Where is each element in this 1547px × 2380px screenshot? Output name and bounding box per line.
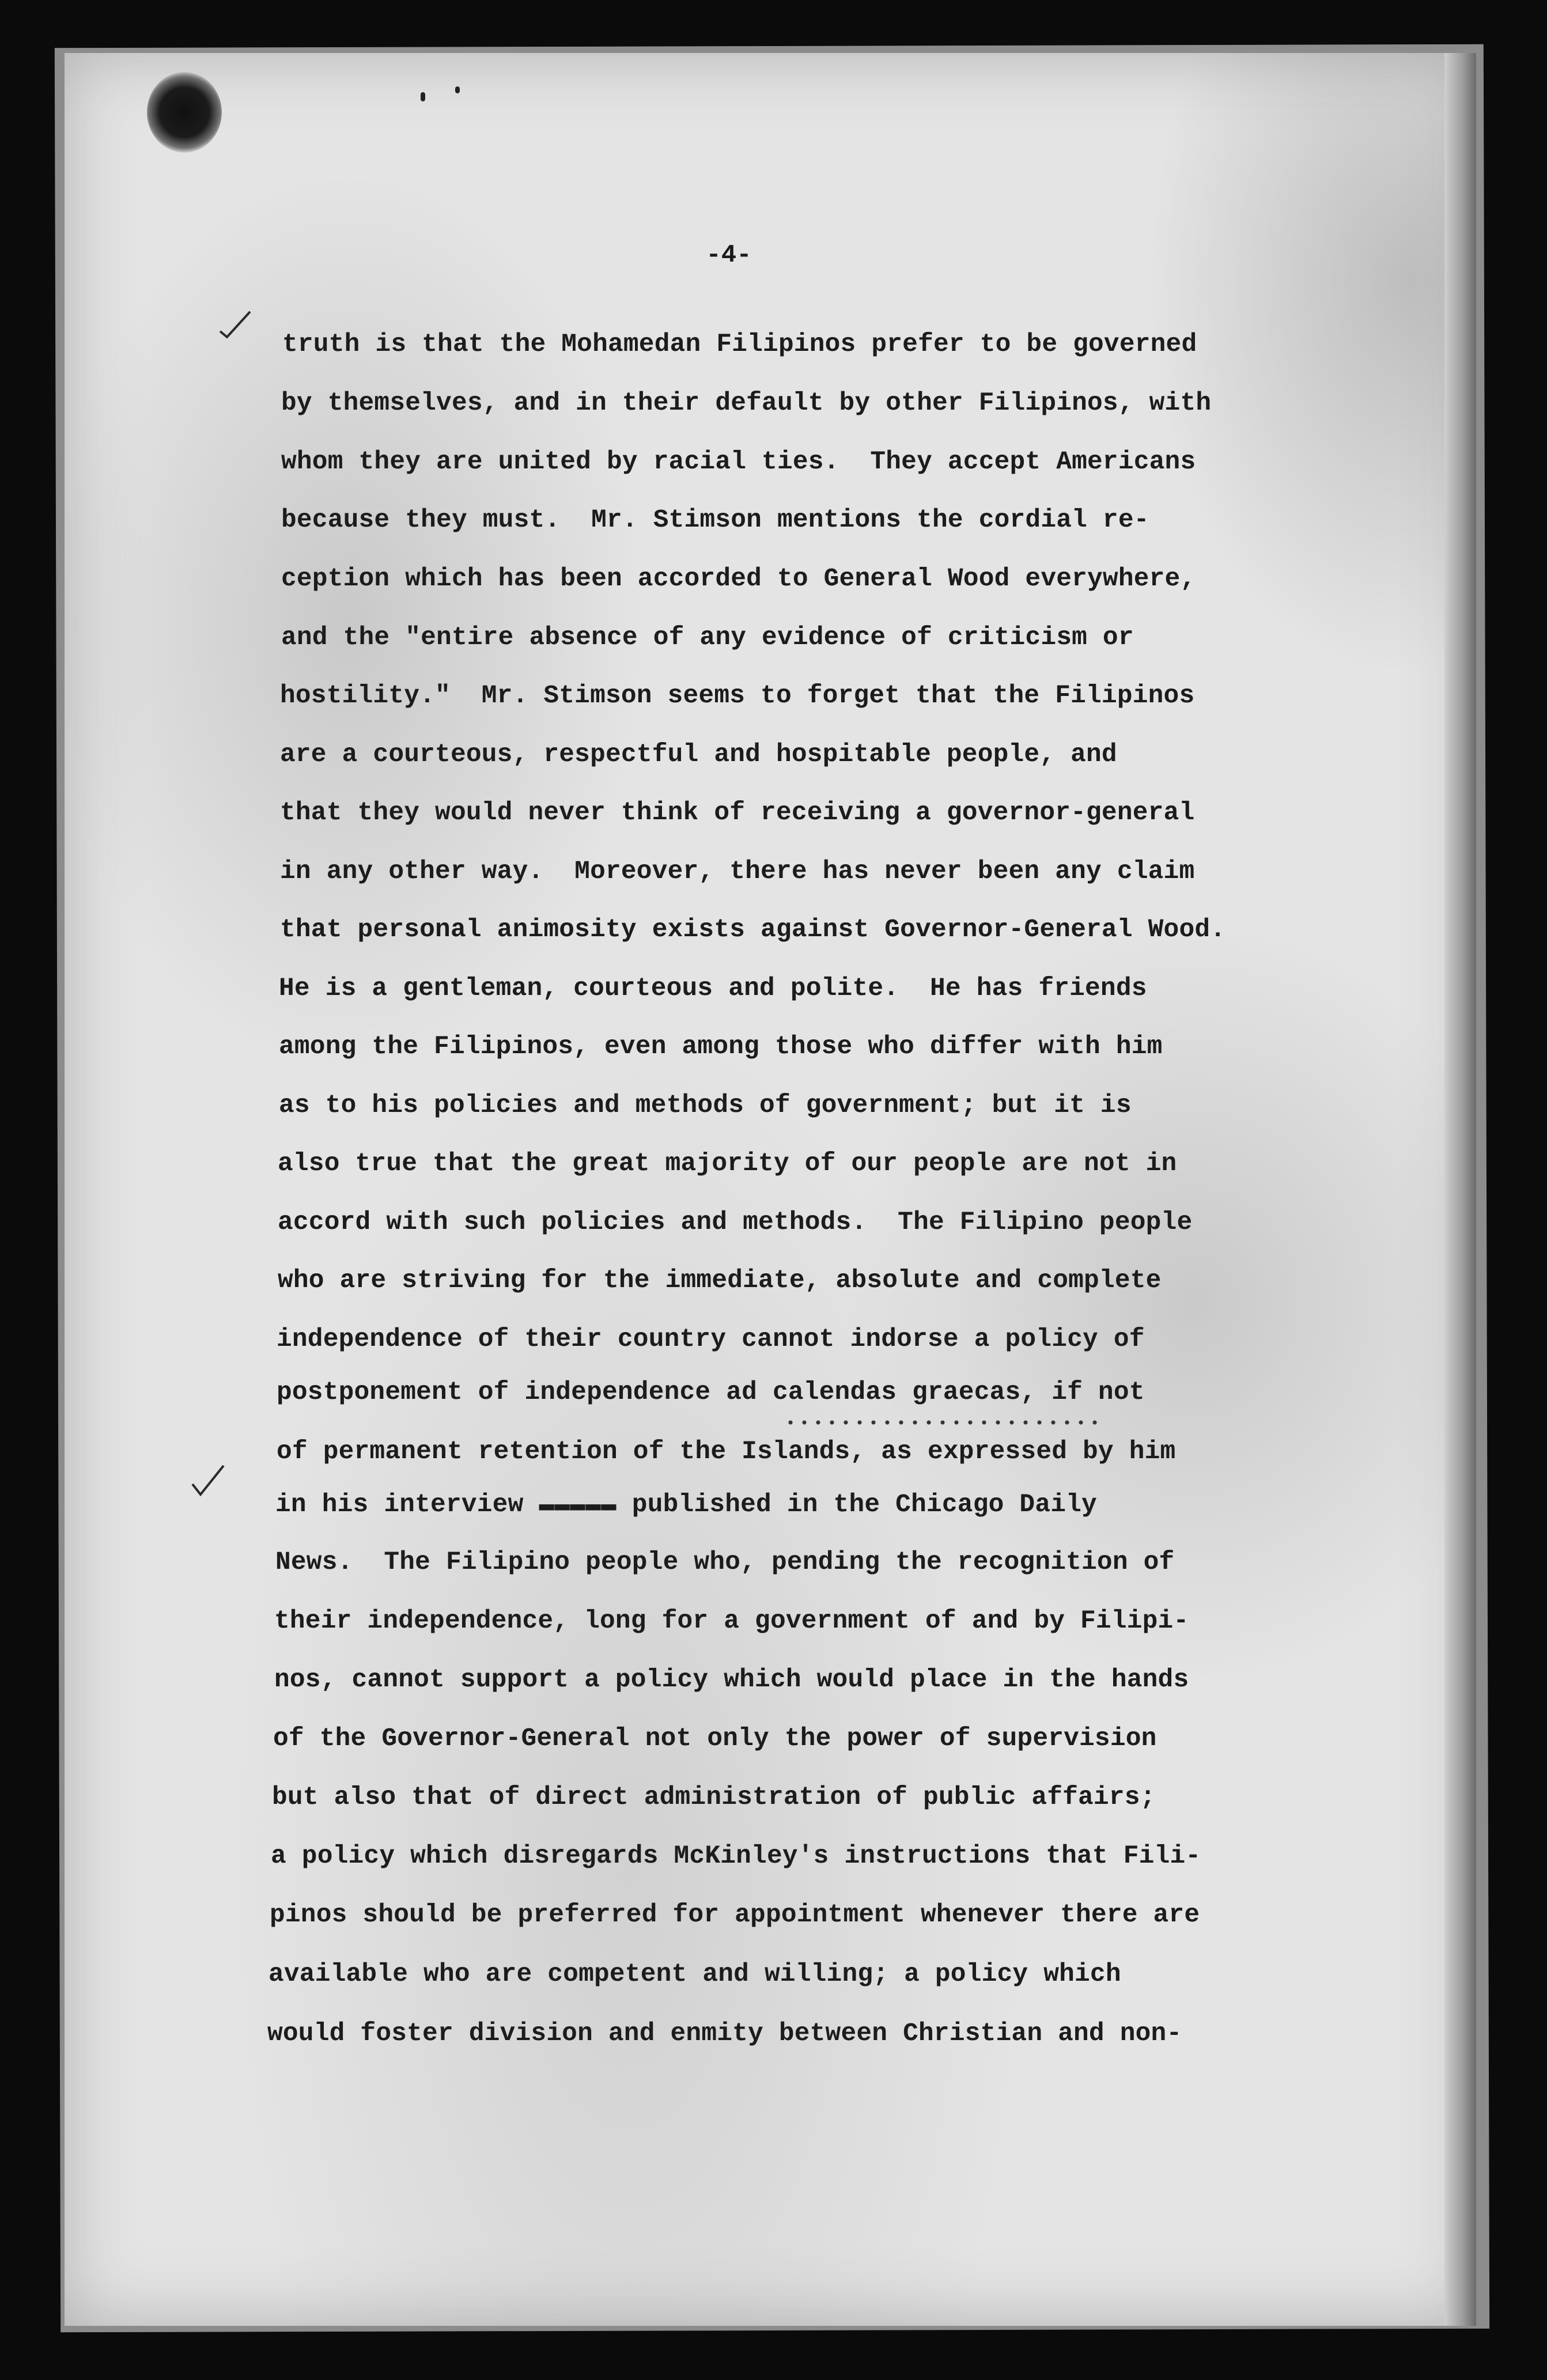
text-line: are a courteous, respectful and hospitable people, and	[280, 740, 1117, 769]
text-line: would foster division and enmity between Christian and non-	[267, 2019, 1182, 2048]
text-line: News. The Filipino people who, pending the recognition of	[275, 1548, 1175, 1577]
text-line: in his interview ▬▬▬▬▬ published in the Chicago Daily	[275, 1490, 1097, 1519]
text-line: among the Filipinos, even among those who differ with him	[279, 1032, 1163, 1061]
text-line: a policy which disregards McKinley's instructions that Fili-	[271, 1842, 1201, 1871]
text-line: nos, cannot support a policy which would place in the hands	[274, 1666, 1189, 1694]
text-line: postponement of independence ad calendas graecas, if not	[277, 1378, 1145, 1407]
text-line: in any other way. Moreover, there has never been any claim	[280, 857, 1195, 886]
text-line: ception which has been accorded to General Wood everywhere,	[281, 565, 1196, 593]
text-line: accord with such policies and methods. The Filipino people	[278, 1208, 1193, 1237]
text-line: that they would never think of receiving a governor-general	[280, 799, 1195, 827]
text-line: He is a gentleman, courteous and polite. He has friends	[279, 974, 1147, 1003]
page-number: -4-	[706, 241, 752, 270]
text-line: as to his policies and methods of government; but it is	[279, 1091, 1132, 1120]
text-line: pinos should be preferred for appointment whenever there are	[270, 1901, 1200, 1929]
text-line: and the "entire absence of any evidence of criticism or	[281, 623, 1134, 652]
text-line: of permanent retention of the Islands, as expressed by him	[277, 1437, 1176, 1466]
text-line: whom they are united by racial ties. They accept Americans	[281, 448, 1196, 476]
text-line: of the Governor-General not only the power of supervision	[273, 1724, 1157, 1753]
text-line: because they must. Mr. Stimson mentions the cordial re-	[281, 506, 1149, 535]
text-line: their independence, long for a government of and by Filipi-	[274, 1607, 1189, 1636]
text-line: available who are competent and willing; a policy which	[268, 1960, 1121, 1989]
text-line: also true that the great majority of our people are not in	[278, 1149, 1177, 1178]
text-line: by themselves, and in their default by other Filipinos, with	[281, 389, 1212, 418]
text-line: independence of their country cannot indorse a policy of	[277, 1325, 1145, 1354]
text-line: who are striving for the immediate, absolute and complete	[278, 1266, 1162, 1295]
text-line: that personal animosity exists against Governor-General Wood.	[280, 915, 1226, 944]
text-line: but also that of direct administration of public affairs;	[272, 1783, 1156, 1812]
text-line: hostility." Mr. Stimson seems to forget that the Filipinos	[280, 682, 1195, 710]
text-line: truth is that the Mohamedan Filipinos prefer to be governed	[282, 330, 1197, 359]
